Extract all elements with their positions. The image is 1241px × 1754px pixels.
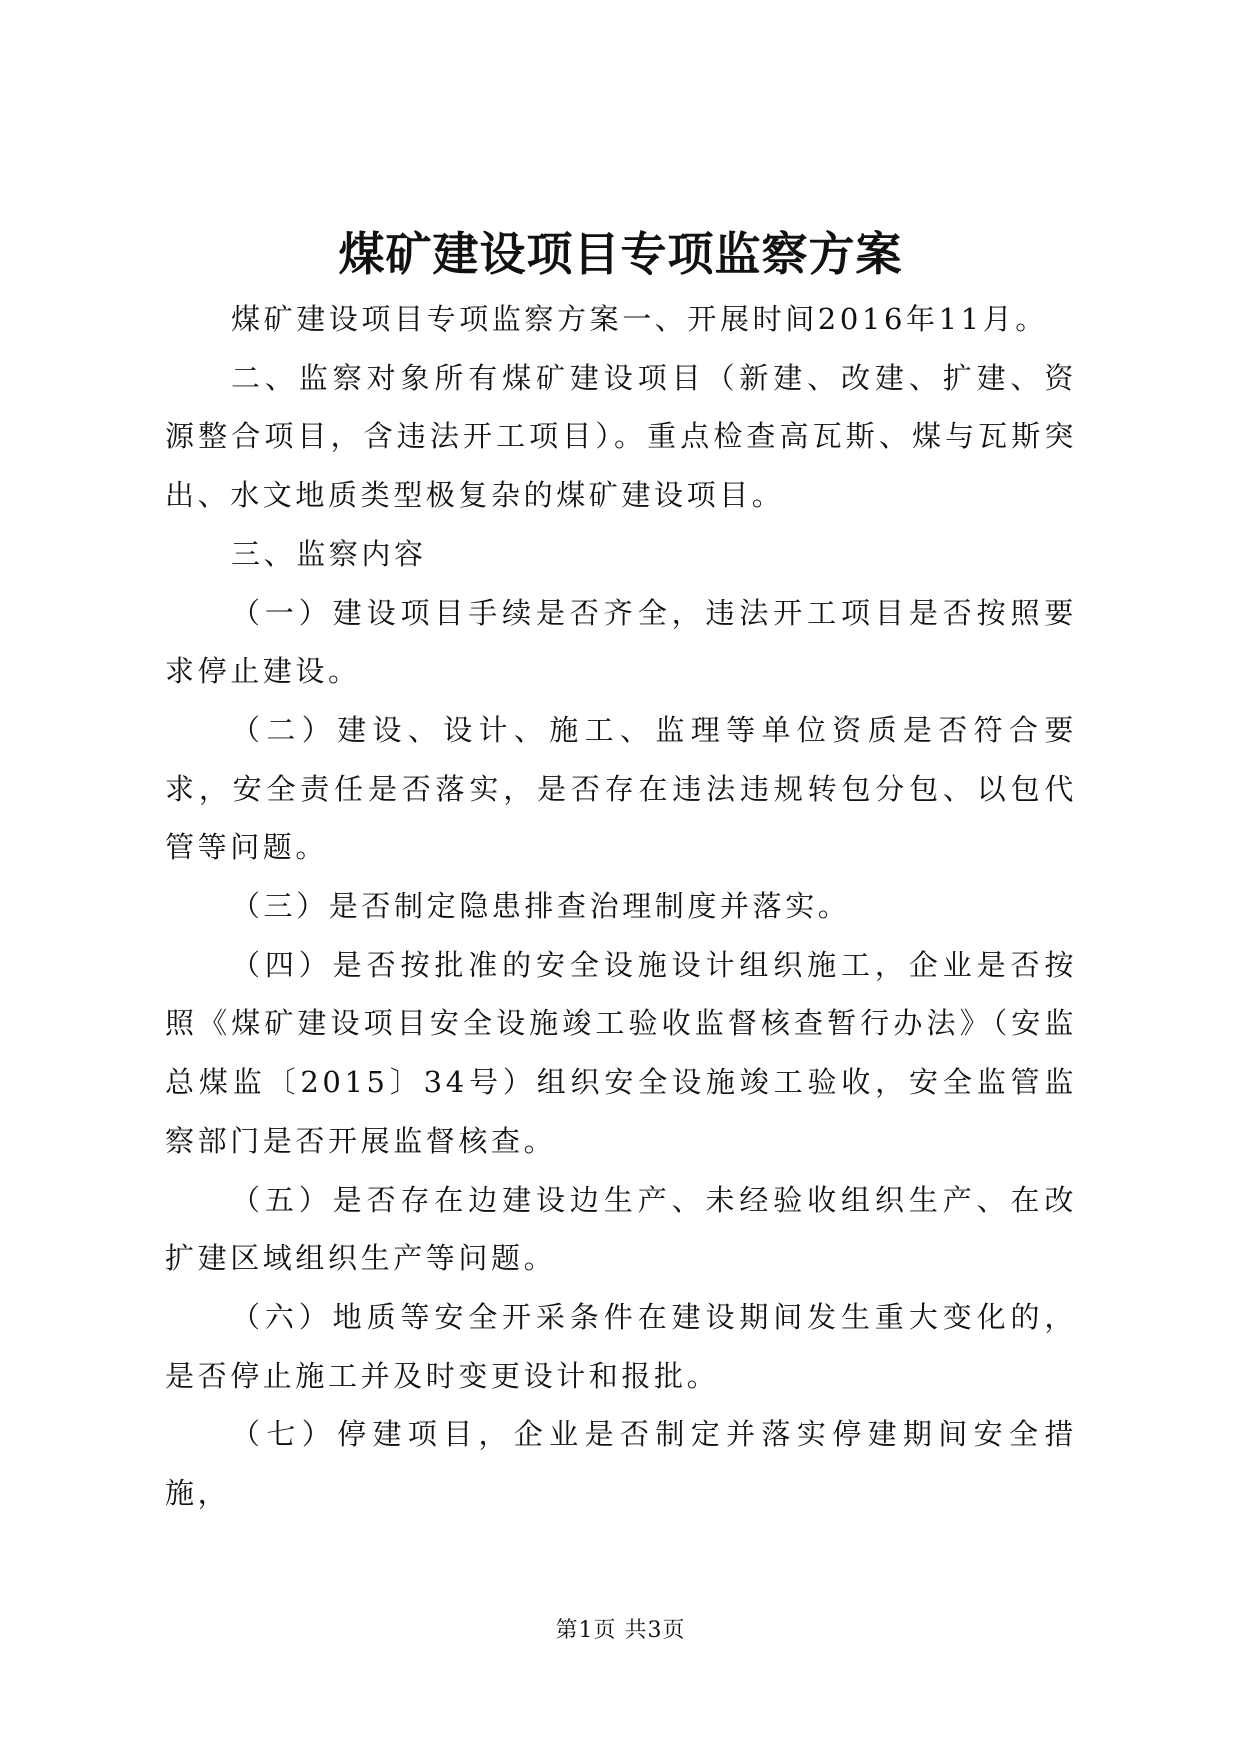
paragraph-item-4: （四）是否按批准的安全设施设计组织施工，企业是否按照《煤矿建设项目安全设施竣工验收监督核查暂行办法》（安监总煤监〔2015〕34号）组织安全设施竣工验收，安全监管监察部门是否开展监督核查。: [165, 947, 1077, 1158]
paragraph-item-6: （六）地质等安全开采条件在建设期间发生重大变化的，是否停止施工并及时变更设计和报批。: [165, 1299, 1077, 1393]
paragraph-item-5: （五）是否存在边建设边生产、未经验收组织生产、在改扩建区域组织生产等问题。: [165, 1182, 1077, 1276]
paragraph-supervision-content-heading: 三、监察内容: [231, 536, 427, 571]
paragraph-item-2: （二）建设、设计、施工、监理等单位资质是否符合要求，安全责任是否落实，是否存在违法违规转包分包、以包代管等问题。: [165, 712, 1077, 865]
paragraph-intro: 煤矿建设项目专项监察方案一、开展时间2016年11月。: [231, 302, 1048, 336]
page-number-footer: 第1页 共3页: [555, 1618, 686, 1643]
paragraph-supervision-targets: 二、监察对象所有煤矿建设项目（新建、改建、扩建、资源整合项目，含违法开工项目）。重点检查高瓦斯、煤与瓦斯突出、水文地质类型极复杂的煤矿建设项目。: [165, 360, 1077, 513]
document-body: [165, 290, 1077, 1523]
paragraph-item-3: （三）是否制定隐患排查治理制度并落实。: [231, 889, 851, 924]
paragraph-item-7: （七）停建项目，企业是否制定并落实停建期间安全措施，: [165, 1417, 1077, 1511]
paragraph-item-1: （一）建设项目手续是否齐全，违法开工项目是否按照要求停止建设。: [165, 595, 1077, 689]
document-title: 煤矿建设项目专项监察方案: [338, 227, 903, 281]
